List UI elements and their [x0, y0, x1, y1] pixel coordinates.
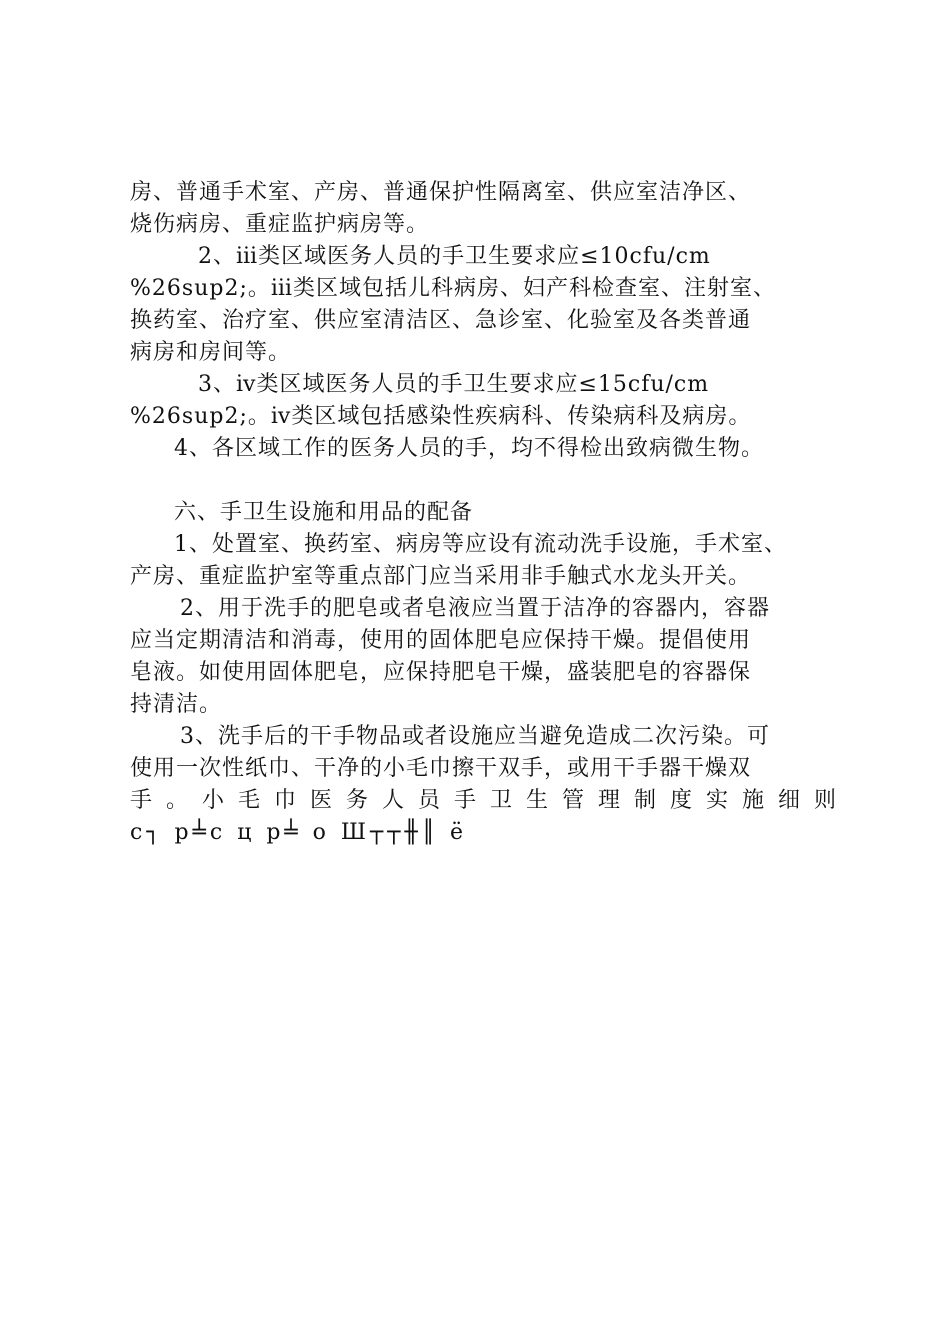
text-line: 烧伤病房、重症监护病房等。 — [130, 212, 430, 237]
text-line: %26sup2;。ⅲ类区域包括儿科病房、妇产科检查室、注射室、 — [130, 276, 776, 301]
list-item-3-line-1: 3、ⅳ类区域医务人员的手卫生要求应≤15cfu/cm — [198, 372, 710, 397]
text-line: 房、普通手术室、产房、普通保护性隔离室、供应室洁净区、 — [130, 180, 752, 205]
text-line: 换药室、治疗室、供应室清洁区、急诊室、化验室及各类普通 — [130, 308, 752, 333]
text-line: 手。小毛巾医务人员手卫生管理制度实施细则 — [130, 788, 851, 813]
text-line: 持清洁。 — [130, 692, 223, 717]
list-item-2-line-1: 2、ⅲ类区域医务人员的手卫生要求应≤10cfu/cm — [198, 244, 711, 269]
text-line: 应当定期清洁和消毒，使用的固体肥皂应保持干燥。提倡使用 — [130, 628, 752, 653]
list-item-3-line-1: 3、洗手后的干手物品或者设施应当避免造成二次污染。可 — [180, 724, 770, 749]
document-body — [130, 177, 851, 849]
text-line: %26sup2;。ⅳ类区域包括感染性疾病科、传染病科及病房。 — [130, 404, 752, 429]
list-item-2-line-1: 2、用于洗手的肥皂或者皂液应当置于洁净的容器内，容器 — [180, 596, 770, 621]
text-line: 产房、重症监护室等重点部门应当采用非手触式水龙头开关。 — [130, 564, 752, 589]
text-line: 病房和房间等。 — [130, 340, 292, 365]
text-line: 皂液。如使用固体肥皂，应保持肥皂干燥，盛装肥皂的容器保 — [130, 660, 752, 685]
list-item-4: 4、各区域工作的医务人员的手，均不得检出致病微生物。 — [174, 436, 764, 461]
list-item-1-line-1: 1、处置室、换药室、病房等应设有流动洗手设施，手术室、 — [174, 532, 787, 557]
paragraph-gap — [130, 465, 835, 497]
section-heading: 六、手卫生设施和用品的配备 — [174, 500, 474, 525]
garbled-text-line: с┐ р╧с ц р╧ о Ш┬┬╫║ ё — [130, 820, 467, 845]
text-line: 使用一次性纸巾、干净的小毛巾擦干双手，或用干手器干燥双 — [130, 756, 752, 781]
